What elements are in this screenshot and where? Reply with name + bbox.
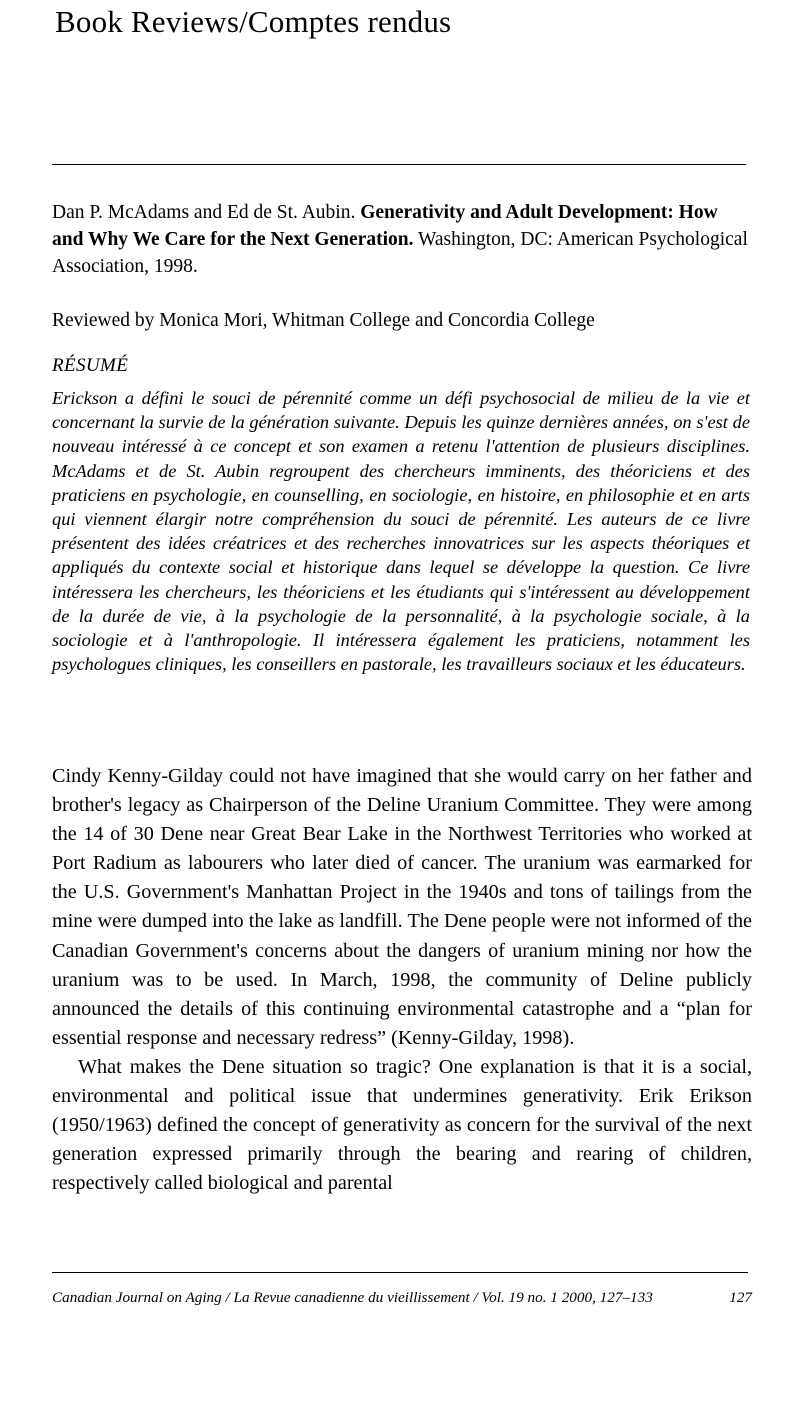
citation-title: Generativity and Adult Development: How and Why We Care for the Next Generation. [52,202,718,250]
resume-abstract [52,386,750,676]
review-body [52,762,752,1198]
resume-paragraph: Erickson a défini le souci de pérennité comme un défi psychosocial de milieu de la vie et concernant la survie de la génération suivante. Depuis les quinze dernières années, on s'est de nouveau intéressé à ce concept et son examen a retenu l'attention de plusieurs disciplines. McAdams et de St. Aubin regroupent des chercheurs imminents, des théoriciens et des praticiens en psychologie, en counselling, en sociologie, en histoire, en philosophie et en arts qui viennent élargir notre compréhension du souci de pérennité. Les auteurs de ce livre présentent des idées créatrices et des recherches innovatrices sur les aspects théoriques et appliqués du contexte social et historique dans lequel se développe la question. Ce livre intéressera les chercheurs, les théoriciens et les étudiants qui s'intéressent au développement de la durée de vie, à la psychologie de la personnalité, à la psychologie sociale, à la sociologie et à l'anthropologie. Il intéressera également les praticiens, notamment les psychologues cliniques, les conseillers en pastorale, les travailleurs sociaux et les éducateurs. [52,388,750,675]
page-number: 127 [729,1289,752,1306]
book-citation [52,199,752,280]
horizontal-rule-bottom [52,1272,748,1273]
body-paragraph-1: Cindy Kenny-Gilday could not have imagined that she would carry on her father and brother's legacy as Chairperson of the Deline Uranium Committee. They were among the 14 of 30 Dene near Great Bear Lake in the Northwest Territories who worked at Port Radium as labourers who later died of cancer. The uranium was earmarked for the U.S. Government's Manhattan Project in the 1940s and tons of tailings from the mine were dumped into the lake as landfill. The Dene people were not informed of the Canadian Government's concerns about the dangers of uranium mining nor how the uranium was to be used. In March, 1998, the community of Deline publicly announced the details of this continuing environmental catastrophe and a “plan for essential response and necessary redress” (Kenny-Gilday, 1998). [52,765,752,1049]
horizontal-rule-top [52,164,746,165]
page-footer [52,1288,752,1308]
reviewer-line: Reviewed by Monica Mori, Whitman College and Concordia College [52,310,595,331]
resume-heading: RÉSUMÉ [52,355,129,376]
running-head: Book Reviews/Comptes rendus [55,4,452,39]
body-paragraph-2: What makes the Dene situation so tragic? One explanation is that it is a social, environmental and political issue that undermines generativity. Erik Erikson (1950/1963) defined the concept of generativity as concern for the survival of the next generation expressed primarily through the bearing and rearing of children, respectively called biological and parental [52,1055,752,1195]
citation-authors: Dan P. McAdams and Ed de St. Aubin. [52,202,361,223]
citation-imprint: Washington, DC: American Psychological Association, 1998. [52,229,748,277]
footer-journal-citation: Canadian Journal on Aging / La Revue canadienne du vieillissement / Vol. 19 no. 1 2000, 127–133 [52,1289,653,1306]
